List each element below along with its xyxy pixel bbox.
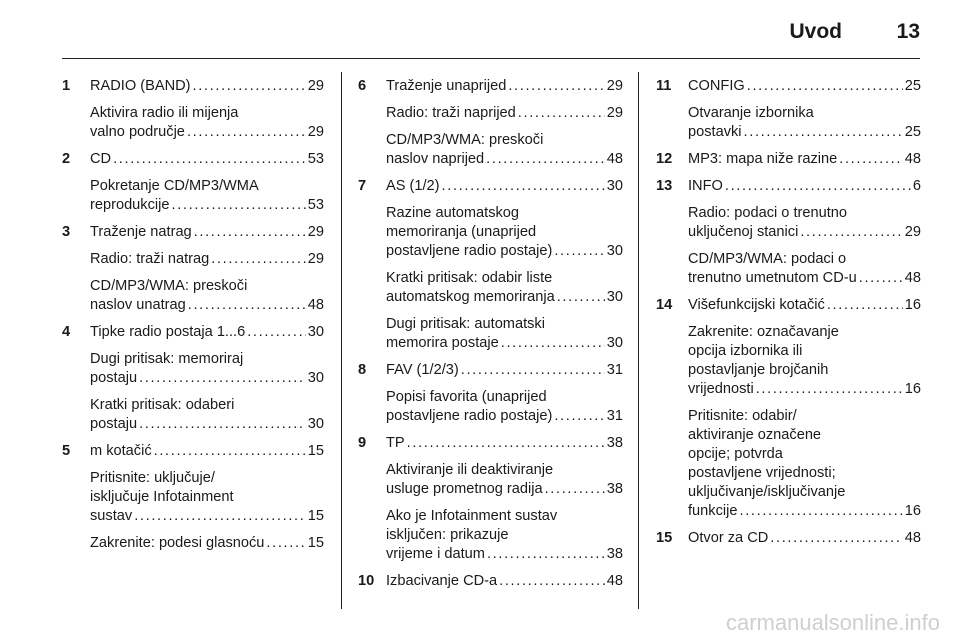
entry-text: Izbacivanje CD-a [386,573,498,589]
entry-item [386,361,623,380]
leader-dots [172,196,306,215]
entry-item [90,323,324,342]
page-reference: 31 [606,362,623,378]
entry-text: Razine automatskog [386,205,520,221]
entry-text: memorira postaje [386,335,499,351]
entry-number: 9 [358,435,367,451]
leader-dots [499,572,605,591]
entry-number: 4 [62,324,71,340]
entry-line [386,480,623,499]
entry-text: vrijeme i datum [386,546,485,562]
entry-line [688,269,921,288]
page-reference: 48 [904,270,921,286]
entry-item [688,204,921,242]
entry-line [90,534,324,553]
header-divider [62,58,920,59]
index-entry [656,150,921,169]
entry-text: reprodukcije [90,197,170,213]
page-reference: 16 [904,381,921,397]
entry-text: usluge prometnog radija [386,481,543,497]
entry-item [688,77,921,96]
index-column-3 [656,77,921,556]
page-reference: 30 [307,370,324,386]
leader-dots [557,288,605,307]
entry-item [386,461,623,499]
page-reference: 48 [606,151,623,167]
leader-dots [154,442,306,461]
leader-dots [554,242,604,261]
page-reference: 15 [307,508,324,524]
leader-dots [739,502,902,521]
entry-line [688,223,921,242]
index-column-1 [62,77,324,561]
entry-text: postaju [90,370,138,386]
entry-item [688,150,921,169]
page-reference: 6 [912,178,921,194]
entry-text: CONFIG [688,78,745,94]
entry-number: 5 [62,443,71,459]
entry-text: Radio: traži natrag [90,251,210,267]
entry-line [90,123,324,142]
index-entry [656,177,921,288]
entry-item [90,442,324,461]
index-entry [62,442,324,553]
page-reference: 48 [606,573,623,589]
entry-text: MP3: mapa niže razine [688,151,838,167]
page-reference: 30 [307,324,324,340]
page-reference: 53 [307,197,324,213]
entry-line [90,369,324,388]
index-entry [358,434,623,564]
leader-dots [266,534,305,553]
page-reference: 48 [904,530,921,546]
entry-text: Radio: podaci o trenutno [688,205,848,221]
index-entry [62,77,324,142]
entry-item [386,434,623,453]
entry-line [688,123,921,142]
page-reference: 38 [606,481,623,497]
entry-line [90,250,324,269]
entry-text: opcija izbornika ili [688,343,803,359]
entry-text: Radio: traži naprijed [386,105,516,121]
leader-dots [518,104,605,123]
leader-dots [486,150,605,169]
entry-item [386,131,623,169]
page-reference: 48 [307,297,324,313]
entry-number: 10 [358,573,375,589]
index-entry [62,223,324,315]
entry-item [90,469,324,526]
entry-text: Pritisnite: uključuje/ [90,470,215,486]
page-reference: 29 [307,224,324,240]
entry-line [386,104,623,123]
entry-line [90,150,324,169]
entry-text: RADIO (BAND) [90,78,191,94]
entry-item [386,507,623,564]
leader-dots [113,150,306,169]
entry-item [386,104,623,123]
entry-text: Tipke radio postaja 1...6 [90,324,246,340]
entry-item [90,223,324,242]
leader-dots [800,223,902,242]
entry-text: vrijednosti [688,381,754,397]
entry-line [90,223,324,242]
leader-dots [839,150,903,169]
entry-text: trenutno umetnutom CD-u [688,270,857,286]
entry-number: 11 [656,78,672,94]
entry-number: 7 [358,178,367,194]
entry-line [386,361,623,380]
entry-item [386,204,623,261]
entry-line [688,380,921,399]
entry-line [386,150,623,169]
entry-text: uključenoj stanici [688,224,799,240]
entry-text: CD/MP3/WMA: podaci o [688,251,847,267]
entry-item [688,407,921,521]
leader-dots [193,77,306,96]
entry-item [386,388,623,426]
entry-text: postaju [90,416,138,432]
leader-dots [442,177,605,196]
page-reference: 48 [904,151,921,167]
entry-number: 8 [358,362,367,378]
entry-number: 1 [62,78,71,94]
entry-line [90,77,324,96]
entry-text: valno područje [90,124,185,140]
entry-text: Ako je Infotainment sustav [386,508,558,524]
page-reference: 29 [307,78,324,94]
leader-dots [139,369,306,388]
page-reference: 29 [904,224,921,240]
entry-line [386,242,623,261]
entry-number: 2 [62,151,71,167]
entry-item [90,250,324,269]
page-reference: 16 [904,503,921,519]
page-reference: 29 [606,105,623,121]
page-reference: 29 [307,124,324,140]
entry-item [688,529,921,548]
entry-line [386,177,623,196]
entry-line [386,407,623,426]
page-reference: 30 [606,335,623,351]
leader-dots [461,361,605,380]
leader-dots [211,250,306,269]
leader-dots [725,177,911,196]
leader-dots [139,415,306,434]
entry-text: Pokretanje CD/MP3/WMA [90,178,259,194]
page-reference: 31 [606,408,623,424]
page-reference: 25 [904,78,921,94]
page-reference: 15 [307,443,324,459]
entry-text: CD [90,151,112,167]
entry-text: Traženje unaprijed [386,78,507,94]
leader-dots [194,223,306,242]
entry-text: INFO [688,178,723,194]
entry-item [688,296,921,315]
entry-text: naslov unatrag [90,297,186,313]
index-entry [62,150,324,215]
entry-text: Zakrenite: označavanje [688,324,839,340]
entry-item [688,323,921,399]
entry-text: postavljene radio postaje) [386,408,553,424]
entry-line [90,296,324,315]
index-entry [358,77,623,169]
leader-dots [187,123,306,142]
entry-text: FAV (1/2/3) [386,362,459,378]
entry-number: 15 [656,530,673,546]
entry-text: m kotačić [90,443,152,459]
entry-text: sustav [90,508,133,524]
entry-item [90,350,324,388]
entry-line [688,296,921,315]
entry-item [386,315,623,353]
leader-dots [545,480,605,499]
page-reference: 30 [307,416,324,432]
entry-text: Dugi pritisak: memoriraj [90,351,244,367]
column-divider-1 [341,72,342,609]
leader-dots [487,545,605,564]
page-reference: 29 [606,78,623,94]
index-column-2 [358,77,623,599]
leader-dots [859,269,903,288]
entry-text: postavki [688,124,742,140]
page-reference: 53 [307,151,324,167]
entry-text: isključuje Infotainment [90,489,234,505]
entry-line [688,77,921,96]
page-reference: 29 [307,251,324,267]
entry-text: memoriranja (unaprijed [386,224,537,240]
entry-line [386,77,623,96]
leader-dots [744,123,903,142]
page-number: 13 [896,20,920,43]
entry-item [386,177,623,196]
leader-dots [188,296,306,315]
entry-text: Kratki pritisak: odaberi [90,397,235,413]
entry-line [90,442,324,461]
entry-text: TP [386,435,405,451]
entry-text: Otvor za CD [688,530,769,546]
index-entry [358,177,623,353]
entry-text: postavljene radio postaje) [386,243,553,259]
entry-text: Traženje natrag [90,224,192,240]
entry-item [90,177,324,215]
leader-dots [747,77,903,96]
entry-text: Pritisnite: odabir/ [688,408,797,424]
leader-dots [756,380,903,399]
leader-dots [554,407,604,426]
entry-line [688,502,921,521]
entry-text: Dugi pritisak: automatski [386,316,545,332]
entry-item [90,534,324,553]
entry-line [386,572,623,591]
index-entry [656,77,921,142]
entry-text: Višefunkcijski kotačić [688,297,825,313]
leader-dots [827,296,903,315]
entry-line [90,323,324,342]
page-reference: 25 [904,124,921,140]
entry-text: AS (1/2) [386,178,440,194]
entry-text: Otvaranje izbornika [688,105,814,121]
entry-number: 14 [656,297,673,313]
page-reference: 30 [606,289,623,305]
entry-item [90,104,324,142]
entry-line [688,177,921,196]
entry-text: Zakrenite: podesi glasnoću [90,535,265,551]
entry-text: opcije; potvrda [688,446,783,462]
entry-item [386,269,623,307]
index-entry [358,361,623,426]
entry-text: CD/MP3/WMA: preskoči [386,132,544,148]
column-divider-2 [638,72,639,609]
page-reference: 38 [606,435,623,451]
page-reference: 30 [606,243,623,259]
leader-dots [247,323,306,342]
entry-item [688,177,921,196]
index-entry [358,572,623,591]
leader-dots [770,529,902,548]
entry-item [688,250,921,288]
entry-line [386,434,623,453]
entry-text: isključen: prikazuje [386,527,509,543]
entry-item [688,104,921,142]
watermark: carmanualsonline.info [725,610,940,635]
entry-item [90,150,324,169]
entry-text: naslov naprijed [386,151,485,167]
entry-text: Popisi favorita (unaprijed [386,389,547,405]
index-entry [62,323,324,434]
page-reference: 38 [606,546,623,562]
entry-line [386,545,623,564]
entry-text: funkcije [688,503,738,519]
entry-line [386,288,623,307]
entry-text: Aktiviranje ili deaktiviranje [386,462,554,478]
entry-line [90,196,324,215]
entry-item [386,572,623,591]
entry-text: uključivanje/isključivanje [688,484,846,500]
entry-line [688,150,921,169]
entry-line [688,529,921,548]
entry-text: Kratki pritisak: odabir liste [386,270,553,286]
leader-dots [508,77,604,96]
leader-dots [501,334,605,353]
entry-text: aktiviranje označene [688,427,822,443]
page-title: Uvod [789,20,842,43]
entry-text: automatskog memoriranja [386,289,555,305]
entry-text: CD/MP3/WMA: preskoči [90,278,248,294]
page-header [0,0,960,60]
entry-number: 3 [62,224,71,240]
page-reference: 30 [606,178,623,194]
entry-item [90,77,324,96]
index-entry [656,529,921,548]
page-reference: 15 [307,535,324,551]
entry-item [386,77,623,96]
entry-line [90,507,324,526]
index-entry [656,296,921,521]
page-reference: 16 [904,297,921,313]
entry-text: postavljanje brojčanih [688,362,829,378]
entry-number: 13 [656,178,673,194]
leader-dots [407,434,605,453]
entry-number: 6 [358,78,367,94]
entry-number: 12 [656,151,673,167]
entry-text: Aktivira radio ili mijenja [90,105,239,121]
entry-line [386,334,623,353]
entry-line [90,415,324,434]
entry-item [90,396,324,434]
leader-dots [134,507,306,526]
entry-text: postavljene vrijednosti; [688,465,836,481]
entry-item [90,277,324,315]
